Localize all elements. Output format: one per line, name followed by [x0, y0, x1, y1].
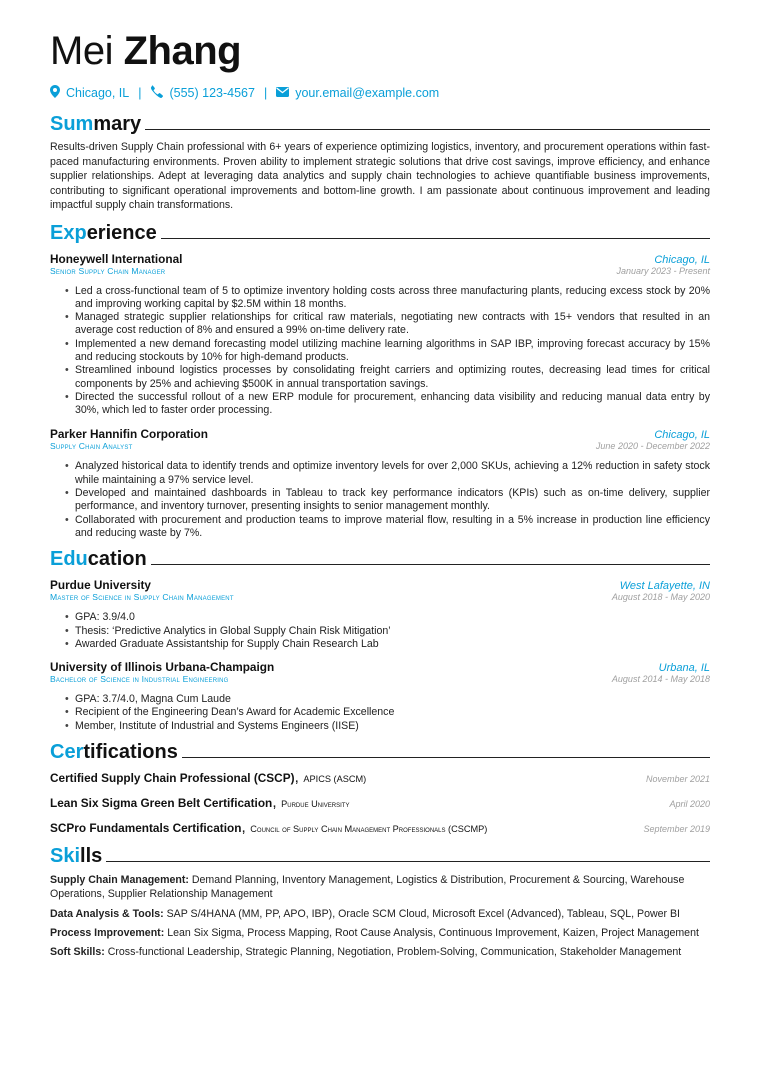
skill-list: Lean Six Sigma, Process Mapping, Root Cause Analysis, Continuous Improvement, Kaizen, Project Management — [167, 926, 699, 939]
section-title-experience — [50, 220, 157, 246]
map-marker-icon — [50, 85, 60, 101]
education-entry — [50, 578, 710, 651]
degree-name: Bachelor of Science in Industrial Engineering — [50, 674, 229, 685]
job-location: Chicago, IL — [654, 253, 710, 266]
skill-list: Cross-functional Leadership, Strategic Planning, Negotiation, Problem-Solving, Communication, Stakeholder Management — [107, 946, 682, 959]
skill-row — [50, 945, 710, 959]
contact-location — [50, 85, 129, 101]
skill-category: Supply Chain Management: — [50, 874, 189, 887]
education-bullets — [50, 693, 710, 733]
list-item: • Awarded Graduate Assistantship for Supply Chain Research Lab — [75, 638, 710, 651]
certification-date: November 2021 — [645, 774, 710, 785]
section-title-accent: Cer — [50, 741, 84, 764]
skill-category: Data Analysis & Tools: — [50, 907, 164, 920]
section-divider — [106, 861, 710, 862]
section-title-rest: mary — [93, 113, 142, 135]
first-name: Mei — [50, 29, 113, 73]
education-entry — [50, 660, 710, 733]
phone-text: (555) 123-4567 — [169, 86, 255, 100]
section-title-skills — [50, 843, 102, 869]
summary-section-header — [50, 111, 710, 137]
certification-name: Lean Six Sigma Green Belt Certification — [50, 796, 273, 811]
job-header-row — [50, 427, 710, 441]
job-title: Senior Supply Chain Manager — [50, 265, 166, 276]
education-dates: August 2018 - May 2020 — [611, 592, 710, 603]
certification-name: SCPro Fundamentals Certification — [50, 821, 242, 836]
job-entry — [50, 427, 710, 540]
list-item: • Collaborated with procurement and production teams to improve material flow, resulting in a 5% increase in production line efficiency and reducing waste by 7%. — [75, 514, 710, 541]
job-dates: June 2020 - December 2022 — [595, 441, 710, 452]
education-header-row — [50, 578, 710, 592]
job-location: Chicago, IL — [654, 429, 710, 442]
job-title: Supply Chain Analyst — [50, 441, 133, 452]
skill-row — [50, 873, 710, 902]
section-title-accent: Ski — [50, 845, 81, 868]
list-item: • Directed the successful rollout of a new ERP module for procurement, enhancing data visibility and reducing manual data entry by 30%, which led to faster order processing. — [75, 391, 710, 418]
contact-bar — [50, 84, 710, 102]
certification-item — [50, 819, 710, 837]
job-header-row — [50, 252, 710, 266]
list-item: • Implemented a new demand forecasting model utilizing machine learning algorithms in SAP IBP, improving forecast accuracy by 15% and reducing stockouts by 10% for high-demand products. — [75, 338, 710, 365]
certifications-section-header — [50, 739, 710, 765]
school-name: Purdue University — [50, 578, 151, 593]
section-title-rest: tifications — [83, 741, 178, 764]
certification-text: SCPro Fundamentals Certification, Council of Supply Chain Management Professionals (CSCMP) — [50, 819, 488, 837]
certification-issuer: Council of Supply Chain Management Professionals (CSCMP) — [250, 824, 488, 835]
job-subheader-row — [50, 441, 710, 451]
summary-text: Results-driven Supply Chain professional with 6+ years of experience optimizing logistics, inventory, and procurement operations within fast-paced manufacturing environments. Proven ability to implement strategic solutions that drive cost savings, improve efficiency, and enhance supplier relationships. Adept at leveraging data analytics and supply chain technologies to achieve quantifiable business improvements, contributing to significant operational improvements and bottom-line growth. I am passionate about continuous improvement and leading impactful supply chain transformations. — [50, 141, 710, 211]
section-title-summary — [50, 111, 141, 137]
section-title-accent: Sum — [50, 113, 94, 135]
contact-separator: | — [138, 86, 142, 100]
location-text: Chicago, IL — [66, 86, 130, 100]
job-dates: January 2023 - Present — [616, 265, 710, 276]
skill-category: Process Improvement: — [50, 926, 165, 939]
phone-icon — [150, 85, 163, 101]
section-title-rest: lls — [80, 845, 103, 868]
job-bullets — [50, 460, 710, 540]
section-title-education — [50, 546, 147, 572]
list-item: • Streamlined inbound logistics processes by consolidating freight carriers and optimizing routes, decreasing lead times for critical components by 25% and achieving $500K in annual transportation savings. — [75, 364, 710, 391]
skill-list: SAP S/4HANA (MM, PP, APO, IBP), Oracle SCM Cloud, Microsoft Excel (Advanced), Tableau, SQL, Power BI — [166, 907, 680, 920]
education-subheader-row — [50, 674, 710, 684]
list-item: • Developed and maintained dashboards in Tableau to track key performance indicators (KPIs) such as on-time delivery, supplier performance, and inventory turnover, presenting insights to senior management monthly. — [75, 487, 710, 514]
list-item: • Led a cross-functional team of 5 to optimize inventory holding costs across three manufacturing plants, reducing excess stock by 20% and improving working capital by $2.5M within 18 months. — [75, 285, 710, 312]
contact-separator: | — [263, 86, 268, 100]
education-dates: August 2014 - May 2018 — [611, 674, 710, 685]
school-location: Urbana, IL — [658, 662, 710, 675]
school-name: University of Illinois Urbana-Champaign — [50, 660, 275, 675]
section-divider — [151, 564, 710, 565]
list-item: • Analyzed historical data to identify trends and optimize inventory levels for over 2,000 SKUs, achieving a 12% reduction in safety stock while maintaining a 97% service level. — [75, 460, 710, 487]
school-location: West Lafayette, IN — [619, 580, 710, 593]
last-name: Zhang — [123, 29, 242, 73]
list-item: • Member, Institute of Industrial and Systems Engineers (IISE) — [75, 720, 710, 733]
certification-issuer: APICS (ASCM) — [303, 774, 367, 785]
section-title-certifications — [50, 739, 178, 765]
experience-section-header — [50, 220, 710, 246]
degree-name: Master of Science in Supply Chain Management — [50, 592, 234, 603]
certification-text: Certified Supply Chain Professional (CSCP), APICS (ASCM) — [50, 769, 367, 787]
list-item: • GPA: 3.7/4.0, Magna Cum Laude — [75, 693, 710, 706]
section-divider — [145, 129, 710, 130]
email-link: your.email@example.com — [295, 86, 440, 100]
certification-date: April 2020 — [669, 799, 710, 810]
section-title-accent: Exp — [50, 221, 87, 244]
skill-row — [50, 926, 710, 940]
candidate-name — [50, 28, 710, 74]
section-title-rest: cation — [87, 548, 147, 571]
list-item: • Thesis: ‘Predictive Analytics in Global Supply Chain Risk Mitigation’ — [75, 625, 710, 638]
certification-date: September 2019 — [643, 824, 710, 835]
envelope-icon — [276, 86, 289, 100]
list-item: • Recipient of the Engineering Dean’s Award for Academic Excellence — [75, 706, 710, 719]
section-divider — [161, 238, 710, 239]
list-item: • Managed strategic supplier relationships for critical raw materials, negotiating new contracts with 15+ vendors that resulted in an average cost reduction of 8% and ensured a 99% on-time delivery rate. — [75, 311, 710, 338]
section-title-accent: Edu — [50, 548, 88, 571]
certification-item — [50, 769, 710, 787]
skill-row — [50, 907, 710, 921]
education-header-row — [50, 660, 710, 674]
education-subheader-row — [50, 592, 710, 602]
job-entry — [50, 252, 710, 418]
skill-list: Demand Planning, Inventory Management, Logistics & Distribution, Procurement & Sourcing, Warehouse Operations, Supplier Relationship Management — [50, 874, 685, 901]
contact-phone[interactable] — [150, 85, 254, 101]
section-title-rest: erience — [86, 221, 157, 244]
company-name: Parker Hannifin Corporation — [50, 427, 208, 442]
education-section-header — [50, 546, 710, 572]
education-bullets — [50, 611, 710, 651]
company-name: Honeywell International — [50, 251, 183, 266]
job-bullets — [50, 285, 710, 418]
section-divider — [182, 757, 710, 758]
job-subheader-row — [50, 266, 710, 276]
certification-issuer: Purdue University — [281, 799, 350, 810]
certification-name: Certified Supply Chain Professional (CSCP) — [50, 771, 295, 786]
list-item: • GPA: 3.9/4.0 — [75, 611, 710, 624]
certification-item — [50, 794, 710, 812]
certification-text: Lean Six Sigma Green Belt Certification, Purdue University — [50, 794, 350, 812]
skill-category: Soft Skills: — [50, 946, 105, 959]
skills-section-header — [50, 843, 710, 869]
contact-email[interactable] — [276, 86, 439, 100]
